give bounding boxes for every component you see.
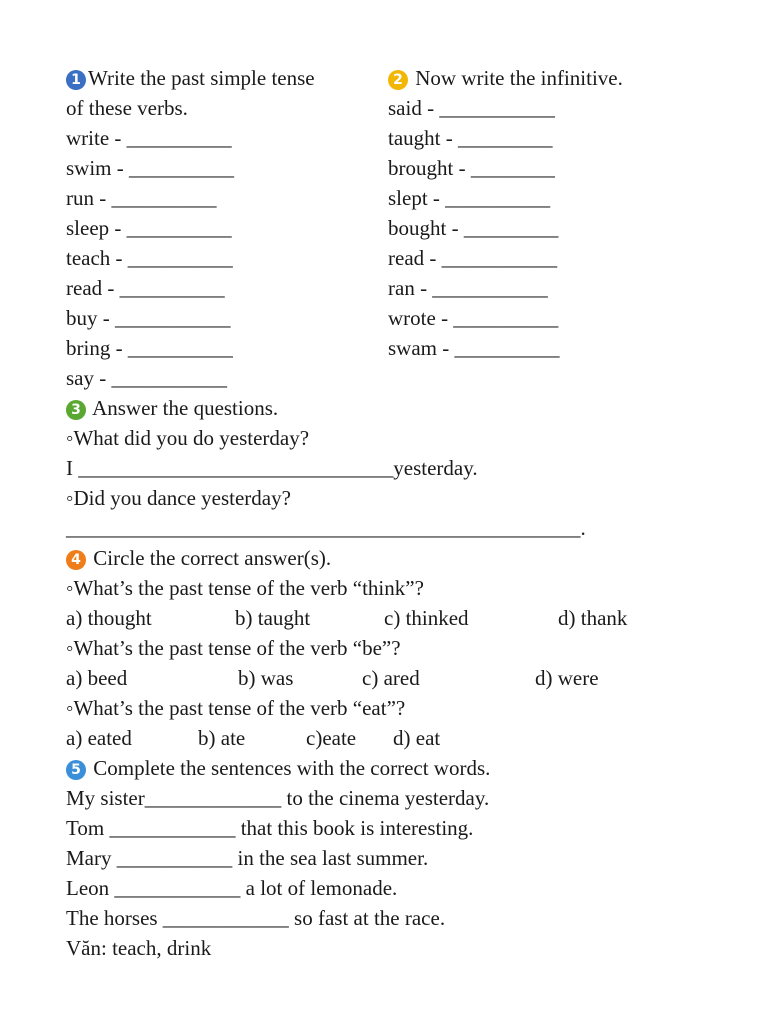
ex4-option: d) were	[535, 666, 599, 690]
ex4-title	[66, 546, 331, 570]
ex4-question: ◦What’s the past tense of the verb “be”?	[66, 636, 401, 660]
ex5-sentence: Mary ___________ in the sea last summer.	[66, 846, 429, 870]
ex1-item: say - ___________	[66, 366, 227, 390]
ex4-question: ◦What’s the past tense of the verb “think”?	[66, 576, 424, 600]
ex1-item: write - __________	[66, 126, 232, 150]
number-four-icon: 4	[66, 550, 86, 570]
ex2-item: taught - _________	[388, 126, 553, 150]
ex3-answer-line: _________________________________________________.	[66, 516, 586, 540]
ex4-option: a) thought	[66, 606, 152, 630]
ex4-option: b) ate	[198, 726, 246, 750]
ex5-title	[66, 756, 490, 780]
ex1-title-text: Write the past simple tense	[88, 66, 315, 90]
ex1-item: sleep - __________	[66, 216, 232, 240]
ex4-option: b) was	[238, 666, 294, 690]
ex3-title	[66, 396, 278, 420]
ex2-item: wrote - __________	[388, 306, 559, 330]
ex3-title-text: Answer the questions.	[92, 396, 279, 420]
ex4-option: a) eated	[66, 726, 132, 750]
ex4-option: b) taught	[235, 606, 311, 630]
ex3-answer-line: I ______________________________yesterday.	[66, 456, 478, 480]
ex2-item: brought - ________	[388, 156, 555, 180]
ex5-word-bank: Văn: teach, drink	[66, 936, 212, 960]
ex4-option: a) beed	[66, 666, 128, 690]
ex4-option: c)eate	[306, 726, 357, 750]
ex2-item: said - ___________	[388, 96, 555, 120]
ex3-question: ◦What did you do yesterday?	[66, 426, 310, 450]
ex1-item: bring - __________	[66, 336, 233, 360]
number-two-icon: 2	[388, 70, 408, 90]
ex5-sentence: The horses ____________ so fast at the race.	[66, 906, 446, 930]
ex5-sentence: Tom ____________ that this book is interesting.	[66, 816, 474, 840]
ex4-option: c) ared	[362, 666, 420, 690]
ex1-item: read - __________	[66, 276, 225, 300]
ex2-item: bought - _________	[388, 216, 559, 240]
ex2-title	[388, 66, 623, 90]
number-five-icon: 5	[66, 760, 86, 780]
ex1-item: buy - ___________	[66, 306, 231, 330]
ex2-item: swam - __________	[388, 336, 560, 360]
ex2-item: ran - ___________	[388, 276, 548, 300]
ex1-item: swim - __________	[66, 156, 234, 180]
ex1-title	[66, 66, 315, 90]
ex4-title-text: Circle the correct answer(s).	[93, 546, 332, 570]
ex4-question: ◦What’s the past tense of the verb “eat”?	[66, 696, 406, 720]
ex5-sentence: Leon ____________ a lot of lemonade.	[66, 876, 398, 900]
ex2-title-text: Now write the infinitive.	[415, 66, 623, 90]
ex1-item: teach - __________	[66, 246, 233, 270]
number-three-icon: 3	[66, 400, 86, 420]
ex4-option: d) eat	[393, 726, 441, 750]
ex4-option: d) thank	[558, 606, 628, 630]
ex4-option: c) thinked	[384, 606, 469, 630]
ex5-title-text: Complete the sentences with the correct words.	[93, 756, 491, 780]
ex1-item: run - __________	[66, 186, 217, 210]
ex1-title-line2: of these verbs.	[66, 96, 188, 120]
number-one-icon: 1	[66, 70, 86, 90]
ex5-sentence: My sister_____________ to the cinema yesterday.	[66, 786, 490, 810]
ex3-question: ◦Did you dance yesterday?	[66, 486, 291, 510]
ex2-item: slept - __________	[388, 186, 551, 210]
ex2-item: read - ___________	[388, 246, 558, 270]
